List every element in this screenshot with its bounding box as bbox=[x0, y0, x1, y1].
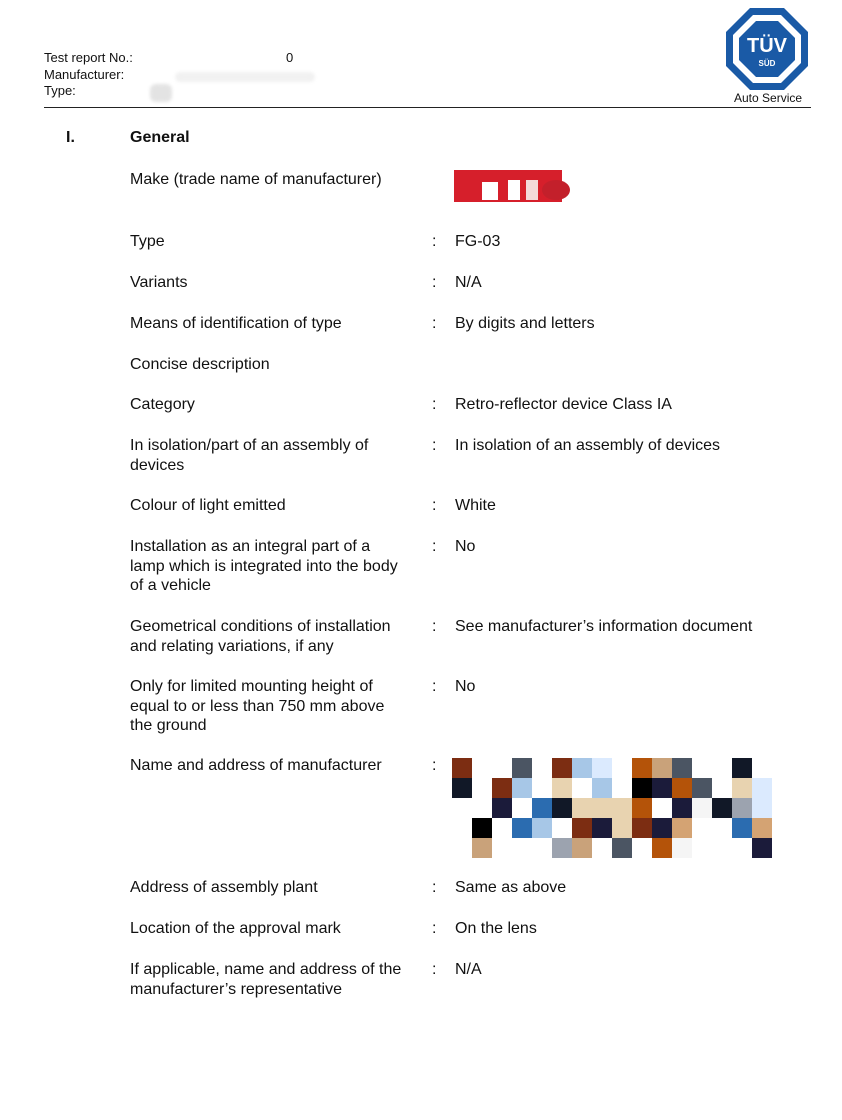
mosaic-cell bbox=[592, 798, 612, 818]
mosaic-cell bbox=[452, 818, 472, 838]
redaction-smudge bbox=[175, 72, 315, 82]
row-value: No bbox=[455, 538, 476, 555]
logo-top-text: TÜV bbox=[747, 35, 787, 57]
mosaic-cell bbox=[472, 838, 492, 858]
mosaic-cell bbox=[592, 818, 612, 838]
row-value: In isolation of an assembly of devices bbox=[455, 437, 721, 454]
row-value: On the lens bbox=[455, 920, 537, 937]
row-colon: : bbox=[432, 961, 437, 978]
row-colon: : bbox=[432, 315, 437, 332]
mosaic-cell bbox=[512, 758, 532, 778]
row-colon: : bbox=[432, 497, 437, 514]
mosaic-cell bbox=[672, 778, 692, 798]
row-colon: : bbox=[432, 233, 437, 250]
row-colon: : bbox=[432, 920, 437, 937]
mosaic-cell bbox=[632, 758, 652, 778]
row-colon: : bbox=[432, 437, 437, 454]
mosaic-cell bbox=[472, 818, 492, 838]
mosaic-cell bbox=[712, 798, 732, 818]
redaction-smudge bbox=[150, 84, 172, 102]
mosaic-cell bbox=[552, 798, 572, 818]
redacted-brand-logo bbox=[452, 168, 572, 204]
mosaic-cell bbox=[732, 778, 752, 798]
mosaic-cell bbox=[692, 798, 712, 818]
logo-bottom-text: SÜD bbox=[758, 59, 776, 68]
mosaic-cell bbox=[492, 798, 512, 818]
mosaic-cell bbox=[512, 778, 532, 798]
mosaic-cell bbox=[552, 838, 572, 858]
row-value: By digits and letters bbox=[455, 315, 595, 332]
row-label: Installation as an integral part of a lamp which is integrated into the body of a vehicle bbox=[130, 538, 398, 594]
row-label: Address of assembly plant bbox=[130, 879, 318, 896]
report-no-value: 0 bbox=[286, 50, 294, 65]
section-title: General bbox=[130, 129, 190, 146]
header-divider bbox=[44, 107, 811, 108]
mosaic-cell bbox=[552, 818, 572, 838]
mosaic-cell bbox=[572, 798, 592, 818]
manufacturer-label: Manufacturer: bbox=[44, 66, 125, 82]
mosaic-cell bbox=[752, 838, 772, 858]
mosaic-cell bbox=[572, 758, 592, 778]
mosaic-cell bbox=[692, 778, 712, 798]
mosaic-cell bbox=[752, 778, 772, 798]
mosaic-cell bbox=[572, 838, 592, 858]
row-value: No bbox=[455, 678, 476, 695]
mosaic-cell bbox=[552, 758, 572, 778]
row-colon: : bbox=[432, 538, 437, 555]
test-report-label: Test report No.: bbox=[44, 50, 133, 65]
row-colon: : bbox=[432, 879, 437, 896]
row-value: N/A bbox=[455, 274, 482, 291]
row-label: Location of the approval mark bbox=[130, 920, 341, 937]
mosaic-cell bbox=[732, 798, 752, 818]
mosaic-cell bbox=[672, 818, 692, 838]
mosaic-cell bbox=[592, 838, 612, 858]
type-label: Type: bbox=[44, 83, 76, 98]
row-label: Name and address of manufacturer bbox=[130, 757, 382, 774]
mosaic-cell bbox=[452, 758, 472, 778]
row-label: Category bbox=[130, 396, 195, 413]
row-value: See manufacturer’s information document bbox=[455, 618, 753, 635]
row-colon: : bbox=[432, 396, 437, 413]
row-label: Variants bbox=[130, 274, 188, 291]
row-value: N/A bbox=[455, 961, 482, 978]
logo-caption: Auto Service bbox=[734, 91, 803, 105]
row-label: In isolation/part of an assembly of devices bbox=[130, 437, 369, 474]
mosaic-cell bbox=[672, 798, 692, 818]
mosaic-cell bbox=[732, 818, 752, 838]
mosaic-cell bbox=[752, 818, 772, 838]
mosaic-cell bbox=[512, 818, 532, 838]
row-colon: : bbox=[432, 274, 437, 291]
mosaic-cell bbox=[572, 818, 592, 838]
mosaic-cell bbox=[592, 758, 612, 778]
row-label: Make (trade name of manufacturer) bbox=[130, 171, 382, 188]
mosaic-cell bbox=[732, 758, 752, 778]
row-label: If applicable, name and address of the manufacturer’s representative bbox=[130, 961, 402, 998]
mosaic-cell bbox=[612, 798, 632, 818]
row-value: Retro-reflector device Class IA bbox=[455, 396, 672, 413]
row-label: Geometrical conditions of installation and relating variations, if any bbox=[130, 618, 391, 655]
section-number: I. bbox=[66, 129, 75, 146]
mosaic-cell bbox=[652, 838, 672, 858]
row-value: White bbox=[455, 497, 496, 514]
row-value: FG-03 bbox=[455, 233, 501, 250]
mosaic-cell bbox=[632, 798, 652, 818]
mosaic-cell bbox=[652, 818, 672, 838]
row-label: Type bbox=[130, 233, 165, 250]
mosaic-cell bbox=[652, 778, 672, 798]
row-colon: : bbox=[432, 618, 437, 635]
header-labels bbox=[44, 50, 133, 100]
mosaic-cell bbox=[752, 798, 772, 818]
mosaic-cell bbox=[692, 818, 712, 838]
mosaic-cell bbox=[612, 838, 632, 858]
mosaic-cell bbox=[592, 778, 612, 798]
mosaic-cell bbox=[652, 758, 672, 778]
mosaic-cell bbox=[552, 778, 572, 798]
row-label: Only for limited mounting height of equal to or less than 750 mm above the ground bbox=[130, 678, 385, 734]
mosaic-cell bbox=[492, 778, 512, 798]
row-colon: : bbox=[432, 678, 437, 695]
row-value: Same as above bbox=[455, 879, 567, 896]
redacted-address-mosaic bbox=[452, 758, 772, 862]
row-label: Colour of light emitted bbox=[130, 497, 286, 514]
mosaic-cell bbox=[452, 778, 472, 798]
row-label: Means of identification of type bbox=[130, 315, 342, 332]
row-colon: : bbox=[432, 757, 437, 774]
mosaic-cell bbox=[532, 798, 552, 818]
mosaic-cell bbox=[532, 818, 552, 838]
mosaic-cell bbox=[672, 758, 692, 778]
mosaic-cell bbox=[672, 838, 692, 858]
mosaic-cell bbox=[632, 818, 652, 838]
mosaic-cell bbox=[612, 818, 632, 838]
row-label: Concise description bbox=[130, 356, 270, 373]
mosaic-cell bbox=[632, 778, 652, 798]
